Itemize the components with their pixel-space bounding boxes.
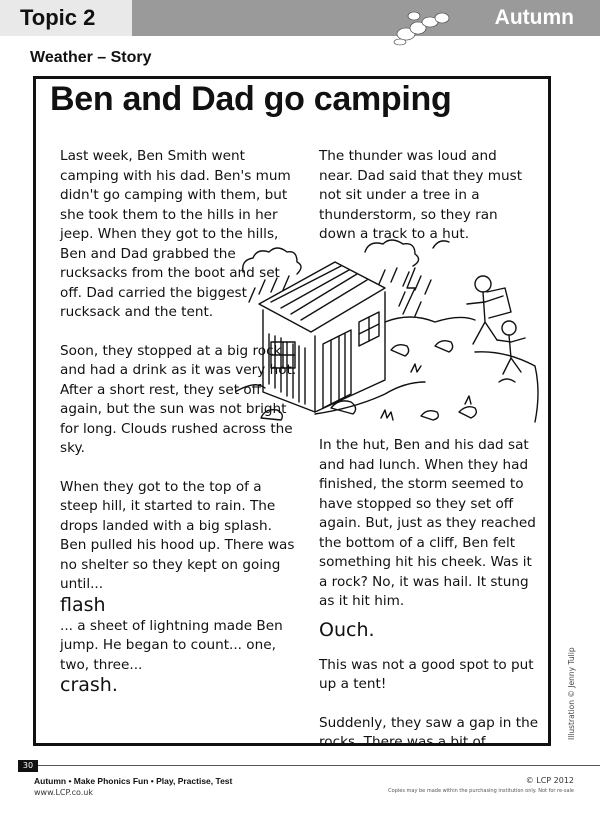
paragraph: Last week, Ben Smith went camping with his dad. Ben's mum didn't go camping with them, but she took them to the hills in her jeep. When they got to the hills, Ben and Dad grabbed the rucksacks from the boot and set off. Dad carried the biggest rucksack and the tent.: [60, 148, 291, 320]
series-title: Autumn • Make Phonics Fun • Play, Practise, Test: [34, 776, 233, 786]
paragraph: Suddenly, they saw a gap in the rocks. There was a bit of: [319, 714, 539, 750]
illustration-credit: Illustration © Jenny Tulip: [567, 647, 576, 740]
paragraph: ... a sheet of lightning made Ben jump. He began to count... one, two, three...: [60, 617, 283, 673]
paragraph: The thunder was loud and near. Dad said that they must not sit under a tree in a thunderstorm, so they ran down a track to a hut.: [319, 148, 523, 242]
copyright: © LCP 2012: [525, 776, 574, 785]
section-subtitle: Weather – Story: [30, 49, 152, 66]
sound-word-ouch: Ouch.: [319, 618, 375, 641]
story-right-bottom-column: [319, 436, 541, 772]
paragraph: Soon, they stopped at a big rock and had a drink as it was very hot. After a short rest, they set off again, but the sun was not bright for long. Clouds rushed across the sky.: [60, 342, 297, 456]
sound-word-flash: flash: [60, 593, 106, 616]
season-label: Autumn: [494, 6, 574, 29]
hut-in-storm-illustration: [235, 232, 545, 427]
autumn-leaves-icon: [392, 6, 452, 46]
paragraph: This was not a good spot to put up a tent!: [319, 656, 534, 692]
page-number: 30: [18, 760, 38, 772]
paragraph: When they got to the top of a steep hill, it started to rain. The drops landed with a big splash. Ben pulled his hood up. There was no shelter so they kept on going until...: [60, 478, 295, 592]
footer-divider: [38, 765, 600, 766]
copy-note: Copies may be made within the purchasing institution only. Not for re-sale: [388, 788, 574, 794]
publisher-url: www.LCP.co.uk: [34, 788, 93, 797]
paragraph: In the hut, Ben and his dad sat and had lunch. When they had finished, the storm seemed to have stopped so they set off again. But, just as they reached the bottom of a cliff, Ben felt something hit his cheek. Was it a rock? No, it was hail. It stung as it hit him.: [319, 437, 536, 609]
sound-word-crash: crash.: [60, 674, 118, 696]
story-title: Ben and Dad go camping: [50, 80, 452, 118]
topic-label: Topic 2: [0, 0, 132, 36]
